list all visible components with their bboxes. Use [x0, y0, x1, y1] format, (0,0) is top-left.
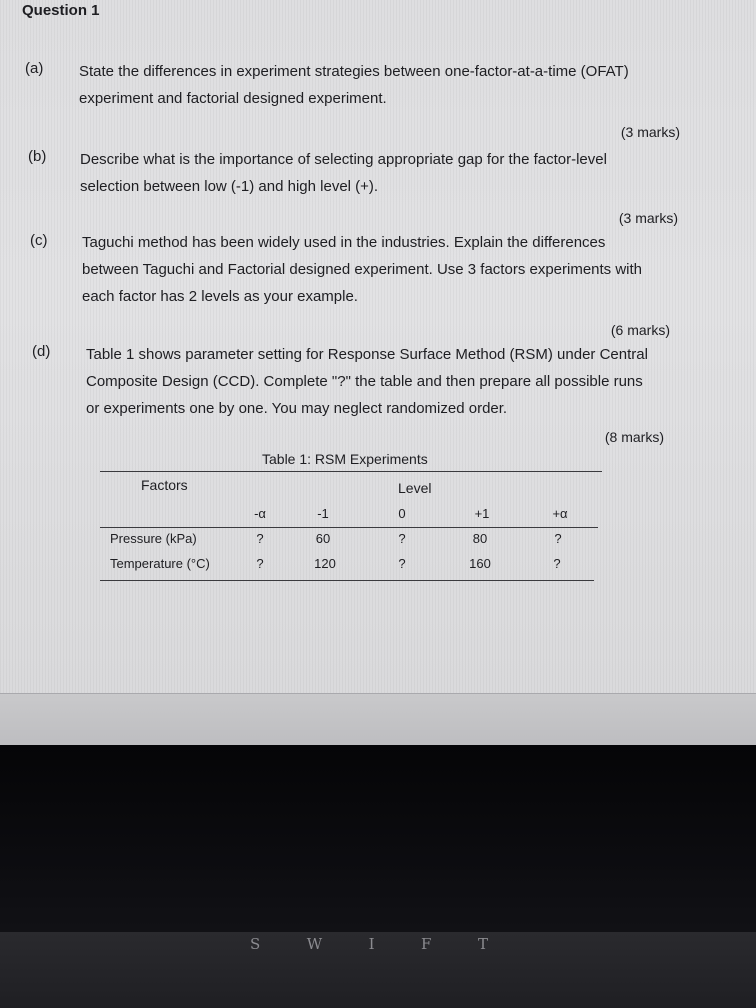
- row-pressure-factor: Pressure (kPa): [110, 531, 197, 546]
- question-b-text: [80, 146, 680, 200]
- question-a-line-1: State the differences in experiment strategies between one-factor-at-a-time (OFAT): [79, 63, 629, 80]
- row-pressure-minus-1: 60: [315, 531, 331, 546]
- question-c-line-3: each factor has 2 levels as your example.: [82, 288, 358, 305]
- level-header: Level: [398, 480, 432, 496]
- question-c-line-2: between Taguchi and Factorial designed experiment. Use 3 factors experiments with: [82, 261, 643, 278]
- question-d-text: [86, 341, 686, 422]
- brand-letter: S: [250, 935, 263, 953]
- table-caption: Table 1: RSM Experiments: [262, 451, 428, 467]
- question-a-line-2: experiment and factorial designed experiment.: [79, 90, 387, 107]
- question-heading: Question 1: [22, 2, 100, 19]
- question-d-line-1: Table 1 shows parameter setting for Response Surface Method (RSM) under Central: [86, 346, 648, 363]
- factors-header: Factors: [141, 477, 188, 493]
- question-a-text: [79, 58, 679, 112]
- table-bottom-rule: [100, 580, 594, 581]
- row-temperature-minus-1: 120: [314, 556, 336, 571]
- question-b-line-2: selection between low (-1) and high level (+).: [80, 178, 379, 195]
- question-a-label: (a): [25, 60, 44, 77]
- window-bottom-strip: [0, 693, 756, 746]
- row-temperature-factor: Temperature (°C): [110, 556, 210, 571]
- level-minus-alpha: -α: [254, 506, 266, 521]
- level-plus-alpha: +α: [552, 506, 568, 521]
- row-pressure-minus-alpha: ?: [256, 531, 264, 546]
- question-c-text: [82, 229, 682, 310]
- question-b-marks: (3 marks): [618, 210, 678, 226]
- level-minus-1: -1: [317, 506, 329, 521]
- table-top-rule: [100, 471, 602, 472]
- question-b-line-1: Describe what is the importance of selecting appropriate gap for the factor-level: [80, 151, 607, 168]
- row-pressure-plus-alpha: ?: [554, 531, 562, 546]
- row-temperature-plus-alpha: ?: [553, 556, 561, 571]
- question-c-marks: (6 marks): [610, 322, 670, 338]
- question-b-label: (b): [28, 148, 47, 165]
- row-temperature-minus-alpha: ?: [256, 556, 264, 571]
- table-header-rule: [100, 527, 598, 528]
- row-pressure-plus-1: 80: [472, 531, 488, 546]
- brand-letter: F: [421, 935, 434, 953]
- keyboard-brand-lettering: [250, 935, 490, 955]
- question-c-line-1: Taguchi method has been widely used in the industries. Explain the differences: [82, 234, 606, 251]
- level-plus-1: +1: [474, 506, 490, 521]
- question-d-line-3: or experiments one by one. You may neglect randomized order.: [86, 400, 508, 417]
- question-c-label: (c): [30, 232, 48, 249]
- question-d-label: (d): [32, 343, 51, 360]
- row-temperature-0: ?: [398, 556, 406, 571]
- question-d-marks: (8 marks): [604, 429, 664, 445]
- row-pressure-0: ?: [398, 531, 406, 546]
- brand-letter: W: [306, 935, 325, 953]
- row-temperature-plus-1: 160: [469, 556, 491, 571]
- level-0: 0: [398, 506, 406, 521]
- question-d-line-2: Composite Design (CCD). Complete "?" the table and then prepare all possible runs: [86, 373, 643, 390]
- brand-letter: T: [477, 935, 490, 953]
- brand-letter: I: [368, 935, 377, 953]
- question-a-marks: (3 marks): [620, 124, 680, 140]
